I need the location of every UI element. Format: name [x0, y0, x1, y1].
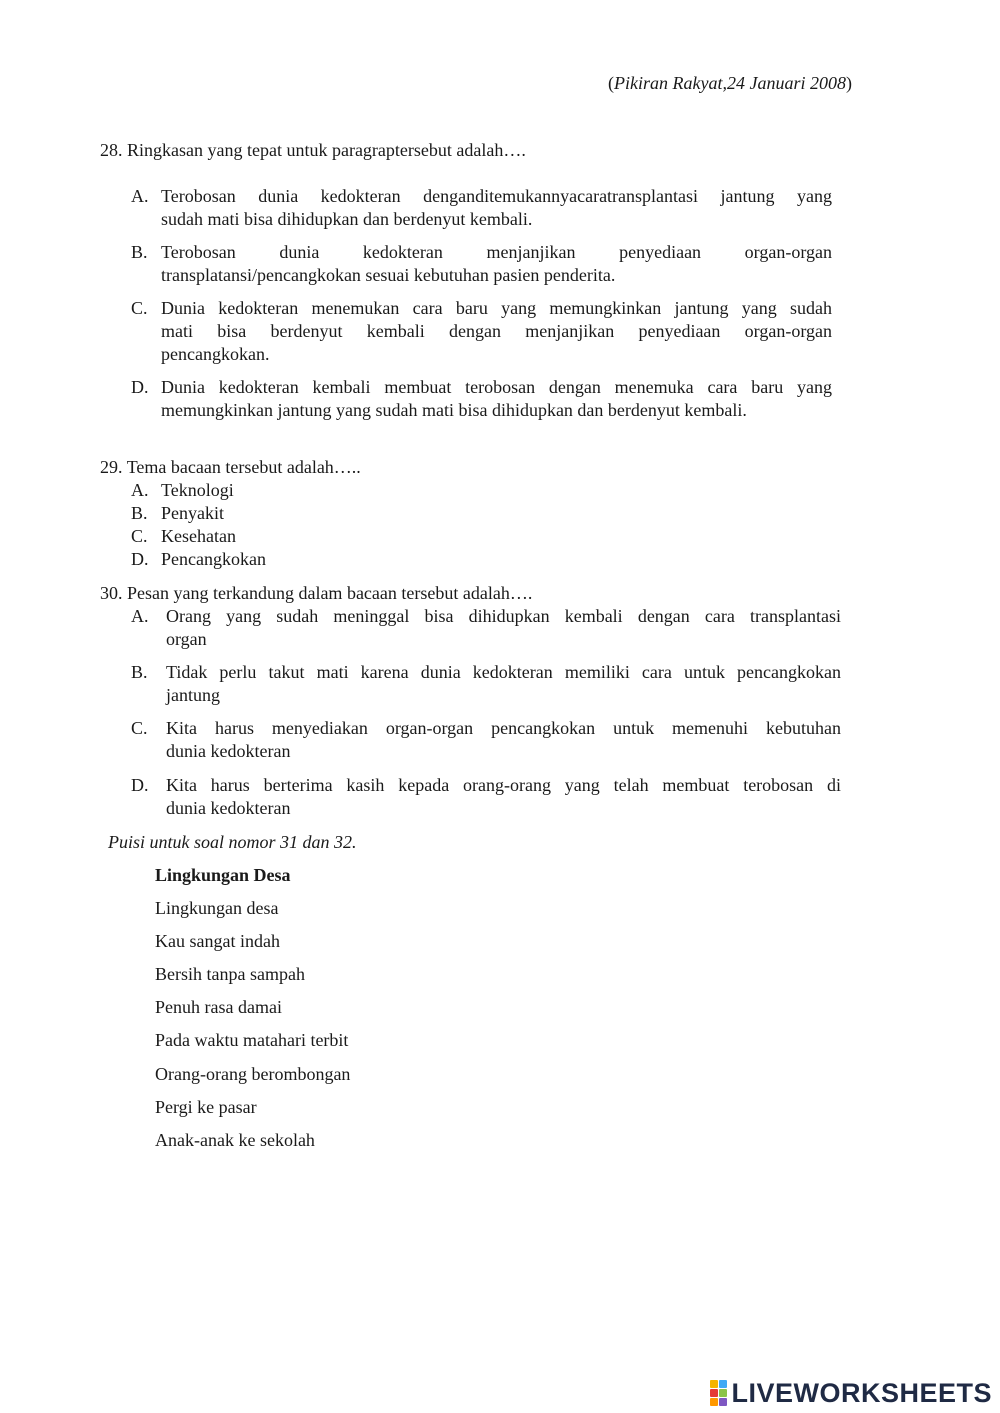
logo-square: [719, 1380, 727, 1388]
option-28-b[interactable]: [131, 241, 832, 287]
option-line: sudah mati bisa dihidupkan dan berdenyut kembali.: [161, 209, 533, 229]
option-line: Kita harus berterima kasih kepada orang-orang yang telah membuat terobosan di: [166, 775, 841, 795]
option-30-d[interactable]: [131, 774, 841, 820]
option-29-d[interactable]: [131, 548, 431, 571]
option-line: Dunia kedokteran menemukan cara baru yang memungkinkan jantung yang sudah: [161, 298, 832, 318]
poem-line: Pada waktu matahari terbit: [155, 1030, 349, 1050]
logo-square: [719, 1389, 727, 1397]
source-citation: [608, 72, 852, 95]
question-28: [100, 139, 526, 162]
option-line: jantung: [166, 685, 220, 705]
question-stem: Tema bacaan tersebut adalah…..: [126, 457, 361, 477]
option-line: pencangkokan.: [161, 344, 270, 364]
poem-note: Puisi untuk soal nomor 31 dan 32.: [108, 832, 357, 852]
question-29: [100, 456, 361, 479]
option-letter: B.: [131, 503, 148, 523]
liveworksheets-logo[interactable]: [710, 1379, 992, 1407]
option-line: organ: [166, 629, 207, 649]
option-29-a[interactable]: [131, 479, 431, 502]
option-30-c[interactable]: [131, 717, 841, 763]
option-28-d[interactable]: [131, 376, 832, 422]
option-line: Orang yang sudah meninggal bisa dihidupkan kembali dengan cara transplantasi: [166, 606, 841, 626]
source-text: Pikiran Rakyat,24 Januari 2008: [614, 73, 846, 93]
option-30-a[interactable]: [131, 605, 841, 651]
option-line: Kita harus menyediakan organ-organ pencangkokan untuk memenuhi kebutuhan: [166, 718, 841, 738]
option-line: mati bisa berdenyut kembali dengan menjanjikan penyediaan organ-organ: [161, 321, 832, 341]
poem-line: Penuh rasa damai: [155, 997, 282, 1017]
option-line: dunia kedokteran: [166, 741, 291, 761]
option-letter: D.: [131, 775, 149, 795]
option-line: Tidak perlu takut mati karena dunia kedokteran memiliki cara untuk pencangkokan: [166, 662, 841, 682]
option-line: Terobosan dunia kedokteran menjanjikan penyediaan organ-organ: [161, 242, 832, 262]
option-letter: A.: [131, 480, 149, 500]
option-letter: B.: [131, 242, 148, 262]
option-line: Pencangkokan: [161, 549, 266, 569]
question-30: [100, 582, 532, 605]
option-line: Penyakit: [161, 503, 224, 523]
option-line: Terobosan dunia kedokteran denganditemukannyacaratransplantasi jantung yang: [161, 186, 832, 206]
option-letter: C.: [131, 298, 148, 318]
question-stem: Ringkasan yang tepat untuk paragraptersebut adalah….: [127, 140, 526, 160]
poem-line: Bersih tanpa sampah: [155, 964, 305, 984]
question-stem: Pesan yang terkandung dalam bacaan tersebut adalah….: [127, 583, 533, 603]
option-line: Dunia kedokteran kembali membuat terobosan dengan menemuka cara baru yang: [161, 377, 832, 397]
option-30-b[interactable]: [131, 661, 841, 707]
poem-line: Pergi ke pasar: [155, 1097, 257, 1117]
poem-line: Anak-anak ke sekolah: [155, 1130, 315, 1150]
option-29-b[interactable]: [131, 502, 431, 525]
liveworksheets-logo-icon: [710, 1380, 727, 1406]
liveworksheets-logo-text: LIVEWORKSHEETS: [731, 1377, 992, 1408]
option-letter: C.: [131, 526, 148, 546]
source-open-paren: (: [608, 73, 615, 93]
option-line: Kesehatan: [161, 526, 236, 546]
question-number: 29.: [100, 457, 123, 477]
option-letter: D.: [131, 377, 149, 397]
option-letter: A.: [131, 606, 149, 626]
poem-title: Lingkungan Desa: [155, 865, 291, 885]
option-letter: B.: [131, 662, 148, 682]
question-number: 30.: [100, 583, 123, 603]
poem-line: Lingkungan desa: [155, 898, 279, 918]
logo-square: [719, 1398, 727, 1406]
logo-square: [710, 1389, 718, 1397]
question-number: 28.: [100, 140, 123, 160]
poem-line: Kau sangat indah: [155, 931, 280, 951]
option-28-c[interactable]: [131, 297, 832, 366]
option-line: dunia kedokteran: [166, 798, 291, 818]
option-line: transplatansi/pencangkokan sesuai kebutuhan pasien penderita.: [161, 265, 616, 285]
option-28-a[interactable]: [131, 185, 832, 231]
logo-square: [710, 1398, 718, 1406]
logo-square: [710, 1380, 718, 1388]
option-29-c[interactable]: [131, 525, 431, 548]
poem-line: Orang-orang berombongan: [155, 1064, 351, 1084]
option-line: Teknologi: [161, 480, 234, 500]
option-line: memungkinkan jantung yang sudah mati bisa dihidupkan dan berdenyut kembali.: [161, 400, 747, 420]
option-letter: D.: [131, 549, 149, 569]
option-letter: A.: [131, 186, 149, 206]
source-close-paren: ): [846, 73, 852, 93]
option-letter: C.: [131, 718, 148, 738]
